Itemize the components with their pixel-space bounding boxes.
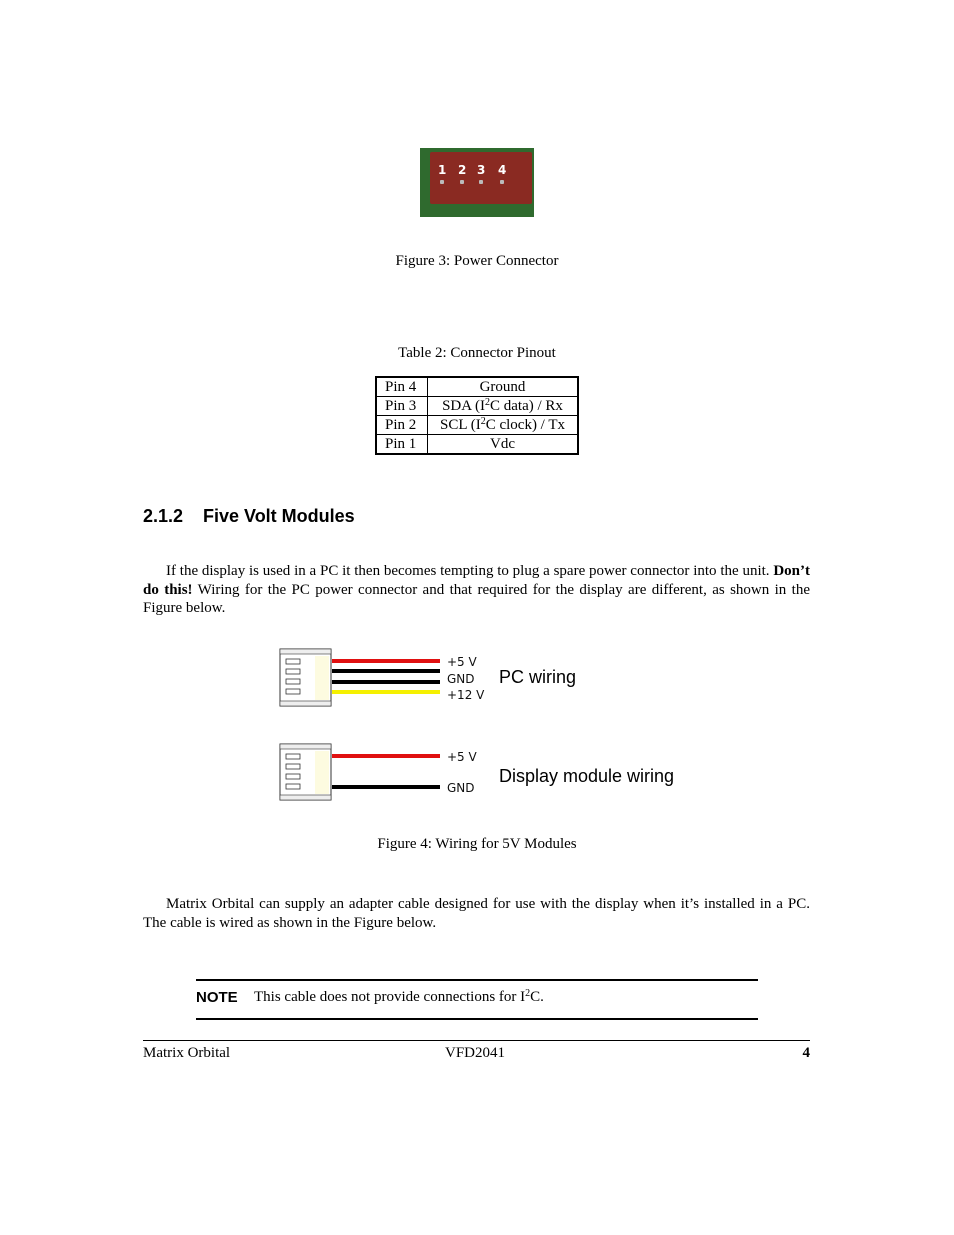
figure-3-caption: Figure 3: Power Connector — [395, 253, 559, 269]
function-cell: Ground — [428, 377, 579, 397]
display-label-5v: +5 V — [447, 750, 477, 764]
pin-cell: Pin 1 — [376, 435, 428, 455]
pin-contact — [479, 180, 483, 184]
figure-4-caption: Figure 4: Wiring for 5V Modules — [377, 836, 577, 852]
note-box — [196, 979, 758, 1020]
table-2-caption: Table 2: Connector Pinout — [398, 345, 556, 361]
paragraph-five-volt: If the display is used in a PC it then becomes tempting to plug a spare power connector into the unit. Don’t do this! Wiring for the PC power connector and that required for the display are different, as shown in the Figure below. — [143, 563, 811, 616]
pin-contact — [460, 180, 464, 184]
footer-rule — [143, 1040, 810, 1041]
connector-pinout-table — [375, 376, 579, 455]
connector-housing — [430, 152, 532, 204]
pin-cell: Pin 2 — [376, 416, 428, 435]
table-row — [376, 397, 578, 416]
paragraph-adapter-cable: Matrix Orbital can supply an adapter cable designed for use with the display when it’s installed in a PC. The cable is wired as shown in the Figure below. — [143, 896, 810, 931]
warning-bold: Don’t do this! — [143, 563, 811, 598]
pin-number-1: 1 — [438, 163, 447, 177]
pc-label-gnd: GND — [447, 672, 475, 686]
power-connector-photo — [420, 148, 534, 217]
section-title: Five Volt Modules — [203, 506, 355, 526]
note-label: NOTE — [196, 989, 238, 1006]
pin-contact — [440, 180, 444, 184]
pin-cell: Pin 4 — [376, 377, 428, 397]
display-label-gnd: GND — [447, 781, 475, 795]
section-number: 2.1.2 — [143, 506, 184, 526]
pin-contact — [500, 180, 504, 184]
pin-number-4: 4 — [498, 163, 507, 177]
pc-label-5v: +5 V — [447, 655, 477, 669]
table-row — [376, 416, 578, 435]
note-text: This cable does not provide connections for $I^2C$. — [254, 988, 544, 1005]
pc-label-12v: +12 V — [447, 688, 485, 702]
footer-company: Matrix Orbital — [143, 1045, 231, 1061]
pin-number-3: 3 — [477, 163, 486, 177]
footer-model: VFD2041 — [445, 1045, 506, 1061]
display-connector — [280, 744, 331, 800]
display-wiring-title: Display module wiring — [499, 766, 675, 786]
section-heading — [143, 506, 355, 527]
function-cell: Vdc — [428, 435, 579, 455]
pc-connector — [280, 649, 331, 706]
footer-page-number: 4 — [802, 1045, 810, 1061]
table-row — [376, 435, 578, 455]
table-row — [376, 377, 578, 397]
pin-cell: Pin 3 — [376, 397, 428, 416]
wiring-diagram — [270, 640, 690, 810]
function-cell: SDA ($I^2C$ data) / Rx — [428, 397, 579, 416]
pc-wiring-title: PC wiring — [499, 667, 577, 687]
pin-number-2: 2 — [458, 163, 467, 177]
function-cell: SCL ($I^2C$ clock) / Tx — [428, 416, 579, 435]
